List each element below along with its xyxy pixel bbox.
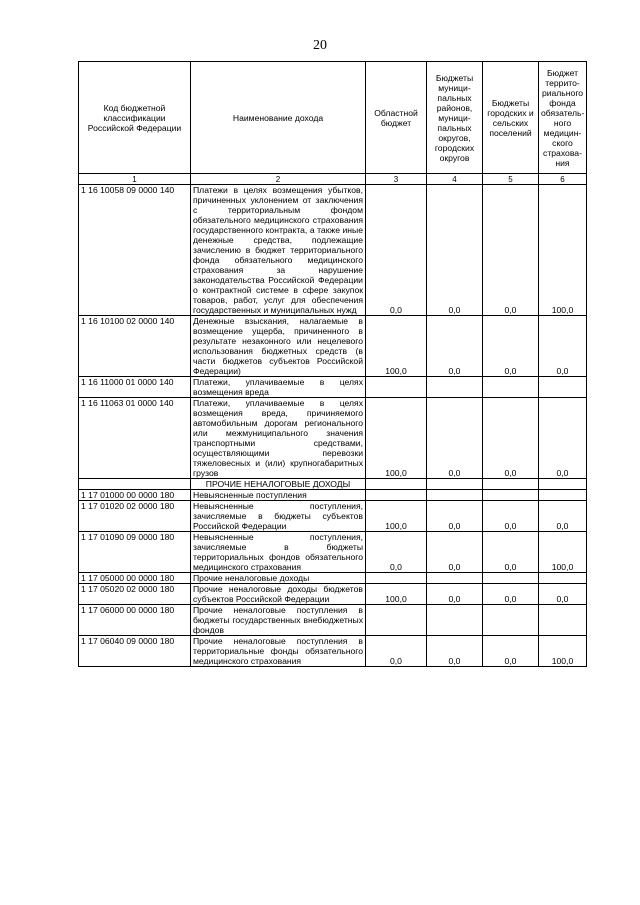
- column-number: 2: [191, 174, 366, 185]
- row-code: 1 16 10100 02 0000 140: [79, 316, 191, 377]
- row-code: 1 16 10058 09 0000 140: [79, 185, 191, 316]
- row-code: 1 17 05000 00 0000 180: [79, 573, 191, 584]
- value-municipal: 0,0: [427, 398, 483, 479]
- row-code: 1 17 06000 00 0000 180: [79, 605, 191, 636]
- table-row: [79, 490, 587, 501]
- section-title: ПРОЧИЕ НЕНАЛОГОВЫЕ ДОХОДЫ: [191, 479, 366, 490]
- table-row: [79, 584, 587, 605]
- row-name: Невыясненные поступления: [191, 490, 366, 501]
- row-code: 1 17 06040 09 0000 180: [79, 636, 191, 667]
- column-number: 1: [79, 174, 191, 185]
- value-regional: [366, 490, 427, 501]
- value-fund: 0,0: [539, 584, 587, 605]
- table-row: [79, 377, 587, 398]
- value-fund: 100,0: [539, 532, 587, 573]
- table-body: [79, 185, 587, 667]
- row-name: Невыясненные поступления, зачисляемые в бюджеты субъектов Российской Федерации: [191, 501, 366, 532]
- value-settlement: 0,0: [483, 185, 539, 316]
- column-number: 4: [427, 174, 483, 185]
- value-settlement: 0,0: [483, 532, 539, 573]
- table-row: [79, 479, 587, 490]
- row-code: 1 17 01020 02 0000 180: [79, 501, 191, 532]
- value-fund: [539, 490, 587, 501]
- value-regional: [366, 573, 427, 584]
- value-settlement: [483, 479, 539, 490]
- value-regional: [366, 479, 427, 490]
- value-regional: [366, 377, 427, 398]
- value-settlement: [483, 490, 539, 501]
- revenue-table: [78, 61, 587, 667]
- value-municipal: [427, 573, 483, 584]
- row-code: 1 17 01000 00 0000 180: [79, 490, 191, 501]
- value-municipal: 0,0: [427, 636, 483, 667]
- value-fund: [539, 377, 587, 398]
- value-fund: 0,0: [539, 501, 587, 532]
- header-code: Код бюджетной классификации Российской Федерации: [79, 62, 191, 174]
- row-name: Платежи, уплачиваемые в целях возмещения вреда: [191, 377, 366, 398]
- row-name: Платежи в целях возмещения убытков, причиненных уклонением от заключения с территориальным фондом обязательного медицинского страхования государственного контракта, а также иные денежные средства, подлежащие зачислению в бюджет территориального фонда обязательного медицинского страхования за нарушение законодательства Российской Федерации о контрактной системе в сфере закупок товаров, работ, услуг для обеспечения государственных и муниципальных нужд: [191, 185, 366, 316]
- value-settlement: 0,0: [483, 316, 539, 377]
- table-row: [79, 573, 587, 584]
- table-row: [79, 185, 587, 316]
- row-code: 1 17 05020 02 0000 180: [79, 584, 191, 605]
- table-row: [79, 398, 587, 479]
- value-municipal: 0,0: [427, 584, 483, 605]
- value-settlement: 0,0: [483, 584, 539, 605]
- value-regional: 0,0: [366, 185, 427, 316]
- row-name: Невыясненные поступления, зачисляемые в бюджеты территориальных фондов обязательного медицинского страхования: [191, 532, 366, 573]
- value-municipal: [427, 490, 483, 501]
- row-name: Прочие неналоговые поступления в бюджеты государственных внебюджетных фондов: [191, 605, 366, 636]
- value-municipal: 0,0: [427, 185, 483, 316]
- row-code: [79, 479, 191, 490]
- value-municipal: 0,0: [427, 316, 483, 377]
- value-regional: 100,0: [366, 398, 427, 479]
- row-name: Прочие неналоговые поступления в территориальные фонды обязательного медицинского страхования: [191, 636, 366, 667]
- value-settlement: [483, 377, 539, 398]
- value-municipal: 0,0: [427, 532, 483, 573]
- value-fund: [539, 573, 587, 584]
- value-municipal: [427, 605, 483, 636]
- value-fund: [539, 605, 587, 636]
- header-municipal-budgets: Бюджеты муници-пальных районов, муници-пальных округов, городских округов: [427, 62, 483, 174]
- value-fund: 0,0: [539, 398, 587, 479]
- value-settlement: 0,0: [483, 501, 539, 532]
- table-row: [79, 605, 587, 636]
- row-code: 1 16 11063 01 0000 140: [79, 398, 191, 479]
- header-name: Наименование дохода: [191, 62, 366, 174]
- value-regional: 100,0: [366, 501, 427, 532]
- header-insurance-fund-budget: Бюджет террито-риального фонда обязатель-ного медицин-ского страхова-ния: [539, 62, 587, 174]
- value-fund: 100,0: [539, 636, 587, 667]
- column-number-row: [79, 174, 587, 185]
- header-regional-budget: Областной бюджет: [366, 62, 427, 174]
- header-settlement-budgets: Бюджеты городских и сельских поселений: [483, 62, 539, 174]
- value-fund: 100,0: [539, 185, 587, 316]
- value-regional: 0,0: [366, 636, 427, 667]
- column-number: 6: [539, 174, 587, 185]
- value-settlement: 0,0: [483, 636, 539, 667]
- table-header-row: [79, 62, 587, 174]
- table-row: [79, 501, 587, 532]
- value-regional: 100,0: [366, 584, 427, 605]
- row-name: Платежи, уплачиваемые в целях возмещения вреда, причиняемого автомобильным дорогам регионального или межмуниципального значения транспортными средствами, осуществляющими перевозки тяжеловесных и (или) крупногабаритных грузов: [191, 398, 366, 479]
- column-number: 5: [483, 174, 539, 185]
- row-name: Прочие неналоговые доходы бюджетов субъектов Российской Федерации: [191, 584, 366, 605]
- value-settlement: 0,0: [483, 398, 539, 479]
- table-row: [79, 532, 587, 573]
- row-name: Прочие неналоговые доходы: [191, 573, 366, 584]
- value-regional: [366, 605, 427, 636]
- value-regional: 0,0: [366, 532, 427, 573]
- column-number: 3: [366, 174, 427, 185]
- table-row: [79, 316, 587, 377]
- value-regional: 100,0: [366, 316, 427, 377]
- value-settlement: [483, 573, 539, 584]
- value-fund: [539, 479, 587, 490]
- value-fund: 0,0: [539, 316, 587, 377]
- value-settlement: [483, 605, 539, 636]
- row-name: Денежные взыскания, налагаемые в возмещение ущерба, причиненного в результате незаконного или нецелевого использования бюджетных средств (в части бюджетов субъектов Российской Федерации): [191, 316, 366, 377]
- row-code: 1 17 01090 09 0000 180: [79, 532, 191, 573]
- table-row: [79, 636, 587, 667]
- value-municipal: 0,0: [427, 501, 483, 532]
- value-municipal: [427, 479, 483, 490]
- value-municipal: [427, 377, 483, 398]
- row-code: 1 16 11000 01 0000 140: [79, 377, 191, 398]
- page-number: 20: [313, 38, 327, 53]
